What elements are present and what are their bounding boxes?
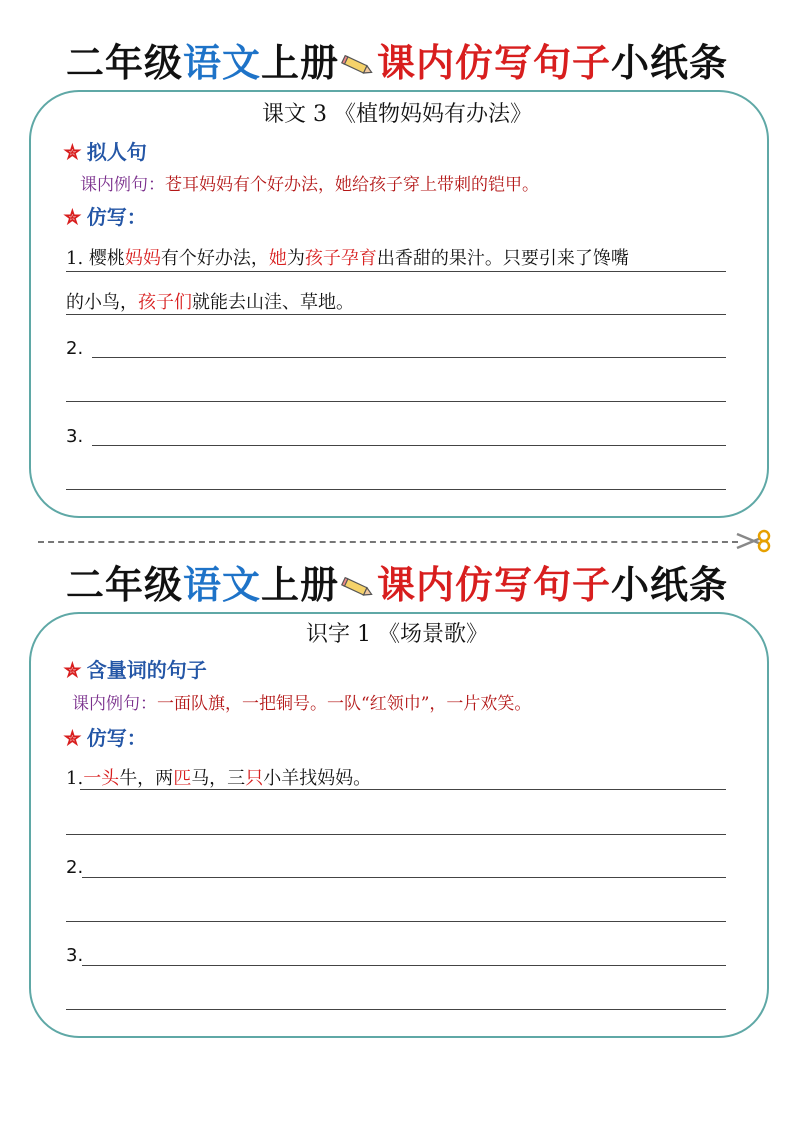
example-sentence: 课内例句：苍耳妈妈有个好办法，她给孩子穿上带刺的铠甲。 [80, 175, 539, 195]
star-icon: ✮ [64, 726, 81, 750]
answer-line [66, 290, 354, 316]
answer-text: 1. 樱桃 [66, 248, 125, 269]
answer-text: 1. [66, 768, 84, 789]
answer-text: 出香甜的果汁。只要引来了馋嘴 [376, 248, 629, 269]
line-number: 3. [66, 945, 84, 966]
writing-line[interactable] [92, 357, 726, 358]
highlighted-word: 妈妈 [124, 248, 161, 269]
highlighted-word: 一头 [83, 768, 120, 789]
line-number: 3. [66, 426, 84, 447]
writing-line[interactable] [66, 834, 726, 835]
star-icon: ✮ [64, 658, 81, 682]
answer-line [66, 246, 629, 272]
worksheet-title: 二年级语文上册 课内仿写句子小纸条 [0, 40, 794, 89]
answer-text: 小羊找妈妈。 [263, 768, 372, 789]
writing-line[interactable] [66, 921, 726, 922]
pencil-icon [341, 43, 375, 89]
answer-text: 为 [286, 248, 305, 269]
imitate-heading: ✮ 仿写： [64, 205, 147, 229]
worksheet-title: 二年级语文上册 课内仿写句子小纸条 [0, 562, 794, 611]
writing-line[interactable] [82, 877, 726, 878]
answer-text: 牛，两 [119, 768, 174, 789]
highlighted-word: 她 [268, 248, 287, 269]
star-icon: ✮ [64, 140, 81, 164]
writing-line[interactable] [92, 445, 726, 446]
sentence-type-heading: ✮ 含量词的句子 [64, 658, 207, 682]
star-icon: ✮ [64, 205, 81, 229]
answer-text: 马，三 [191, 768, 246, 789]
highlighted-word: 只 [245, 768, 264, 789]
writing-line[interactable] [80, 789, 726, 790]
writing-line[interactable] [66, 314, 726, 315]
imitate-heading: ✮ 仿写： [64, 726, 147, 750]
writing-line[interactable] [66, 489, 726, 490]
writing-line[interactable] [66, 401, 726, 402]
line-number: 2. [66, 338, 84, 359]
answer-text: 就能去山洼、草地。 [192, 292, 354, 313]
cut-line [38, 541, 738, 543]
highlighted-word: 孩子们 [138, 292, 192, 313]
answer-text: 有个好办法， [160, 248, 269, 269]
lesson-title: 课文 3 《植物妈妈有办法》 [262, 102, 532, 127]
line-number: 2. [66, 857, 84, 878]
sentence-type-heading: ✮ 拟人句 [64, 140, 147, 164]
example-sentence: 课内例句：一面队旗，一把铜号。一队“红领巾”，一片欢笑。 [72, 694, 532, 714]
answer-text: 的小鸟， [66, 292, 138, 313]
lesson-title: 识字 1 《场景歌》 [306, 622, 488, 647]
writing-line[interactable] [66, 1009, 726, 1010]
writing-line[interactable] [82, 965, 726, 966]
highlighted-word: 匹 [173, 768, 192, 789]
highlighted-word: 孩子孕育 [304, 248, 377, 269]
pencil-icon [341, 565, 375, 611]
scissors-icon [735, 528, 771, 558]
writing-line[interactable] [66, 271, 726, 272]
